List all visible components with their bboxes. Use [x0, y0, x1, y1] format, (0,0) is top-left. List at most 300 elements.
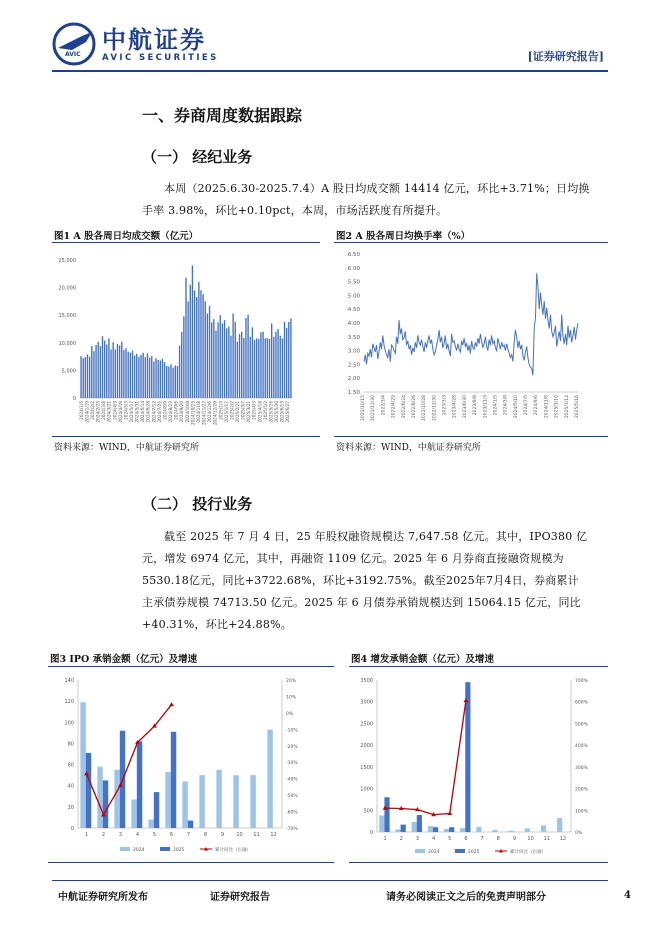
fig1-bar — [147, 353, 148, 398]
fig3-xtick-label: 10 — [236, 832, 243, 838]
fig2-ytick-label: 2.00 — [347, 376, 360, 383]
fig1-ytick-label: 15,000 — [58, 313, 76, 320]
fig1-xtick-label: 2025/5/16 — [268, 401, 274, 423]
fig1-xtick-label: 2025/3/21 — [246, 401, 252, 423]
fig1-xtick-label: 2024/1/5 — [78, 401, 84, 420]
fig4-bar-2024 — [395, 829, 400, 832]
fig2-xtick-label: 2023/4/28 — [452, 395, 458, 419]
fig3-xtick-label: 2 — [101, 832, 106, 838]
fig4-bar-2024 — [525, 829, 530, 832]
fig2-xtick-label: 2022/3/4 — [381, 395, 387, 416]
fig4-xtick-label: 4 — [431, 836, 436, 842]
fig1-bar — [250, 337, 251, 398]
fig1-bar — [194, 290, 195, 398]
fig4-ytick-right-label: 100% — [575, 809, 588, 815]
fig4-chart — [349, 670, 608, 860]
fig2-xtick-label: 2024/11/8 — [544, 395, 550, 419]
fig2-xtick-label: 2023/6/30 — [462, 395, 468, 419]
fig4-xtick-label: 11 — [543, 836, 550, 842]
fig1-bar — [102, 336, 103, 398]
fig2-title: 图2 A 股各周日均换手率（%） — [336, 231, 471, 242]
fig3-ytick-label: 100 — [64, 720, 74, 727]
fig2-xtick-label: 2022/8/26 — [411, 395, 417, 419]
fig1-bar — [192, 266, 193, 398]
fig1-bar — [145, 357, 146, 398]
fig1-bar — [130, 353, 131, 398]
fig3-ytick-label: 0 — [70, 826, 74, 832]
fig2-xtick-label: 2021/12/30 — [371, 395, 377, 421]
fig1-xtick-label: 2025/5/2 — [262, 401, 268, 420]
fig1-bottom-rule — [52, 436, 320, 437]
fig4-xtick-label: 5 — [448, 836, 452, 842]
fig4-bar-2024 — [379, 815, 384, 832]
fig1-source: 资料来源：WIND，中航证券研究所 — [54, 443, 199, 453]
emblem-text: AVIC — [65, 51, 81, 58]
ib-line-2: 元，增发 6974 亿元，其中，再融资 1109 亿元。2025 年 6 月券商直接融资规模为 — [142, 552, 564, 565]
fig1-bar — [125, 348, 126, 398]
fig2-ytick-label: 5.50 — [347, 279, 360, 286]
fig2-xtick-label: 2022/4/29 — [391, 395, 397, 419]
fig1-bar — [222, 323, 223, 398]
fig4-xtick-label: 9 — [512, 836, 517, 842]
fig1-xtick-label: 2024/5/3 — [123, 401, 129, 420]
fig2-xtick-label: 2023/11/3 — [483, 395, 489, 419]
fig1-xtick-label: 2025/2/21 — [235, 401, 240, 423]
fig3-bar-2024 — [182, 781, 187, 828]
fig1-xtick-label: 2025/6/27 — [285, 401, 291, 423]
fig1-bar — [207, 314, 208, 398]
fig4-ytick-right-label: 600% — [575, 700, 588, 706]
fig1-bar — [213, 319, 214, 398]
fig4-bar-2025 — [417, 815, 422, 832]
fig3-bar-2024 — [199, 775, 204, 828]
fig1-bar — [217, 322, 218, 398]
fig1-bar — [123, 350, 124, 398]
fig1-bar — [252, 327, 253, 398]
ib-paragraph — [142, 526, 606, 636]
header-rule — [52, 70, 608, 72]
fig1-bar — [235, 322, 236, 398]
fig1-xtick-label: 2024/5/17 — [129, 401, 134, 423]
fig1-bar — [290, 319, 291, 398]
fig1-bar — [280, 336, 281, 398]
logo-english: AVIC SECURITIES — [102, 53, 219, 63]
fig3-bar-2024 — [267, 730, 272, 828]
fig4-ytick-right-label: 700% — [575, 679, 588, 684]
fig1-bar — [232, 314, 233, 398]
fig3-xtick-label: 3 — [118, 832, 123, 838]
fig3-bottom-rule — [48, 862, 334, 863]
fig1-xtick-label: 2025/5/30 — [274, 401, 280, 423]
fig1-xtick-label: 2024/12/20 — [212, 401, 218, 426]
fig2-xtick-label: 2021/10/15 — [361, 395, 366, 421]
fig3-ytick-right-label: -60% — [286, 810, 298, 816]
fig4-bar-2024 — [428, 826, 433, 832]
fig4-xtick-label: 8 — [496, 836, 500, 842]
fig4-legend-swatch-2024 — [415, 849, 425, 853]
footer-right: 请务必阅读正文之后的免责声明部分 — [386, 892, 546, 903]
fig2-ytick-label: 1.50 — [347, 390, 360, 396]
fig1-bar — [113, 342, 114, 398]
fig1-bar — [164, 362, 165, 398]
fig1-xtick-label: 2024/7/12 — [151, 401, 157, 423]
fig1-bar — [168, 367, 169, 398]
fig4-bar-2024 — [460, 828, 465, 832]
fig1-bar — [288, 322, 289, 398]
fig1-bar — [100, 346, 101, 398]
fig2-ytick-label: 5.00 — [347, 293, 360, 300]
fig1-xtick-label: 2024/9/20 — [179, 401, 185, 423]
fig1-bar — [273, 337, 274, 398]
fig1-xtick-label: 2024/4/19 — [117, 401, 123, 423]
fig3-bar-2025 — [86, 753, 91, 828]
fig3-ytick-right-label: -50% — [286, 794, 298, 800]
fig4-top-rule — [349, 666, 608, 667]
fig4-bar-2025 — [449, 827, 454, 832]
fig1-xtick-label: 2024/11/8 — [195, 401, 201, 423]
fig4-legend-label-2025: 2025 — [468, 850, 480, 855]
fig3-bar-2024 — [250, 775, 255, 828]
fig1-xtick-label: 2024/12/6 — [207, 401, 213, 423]
fig1-bar — [155, 358, 156, 398]
fig4-bar-2025 — [384, 797, 389, 832]
fig1-bar — [282, 338, 283, 398]
fig4-yoy-line — [385, 701, 466, 815]
fig3-legend-label-yoy: 累计同比（右轴） — [215, 848, 251, 853]
fig4-bar-2024 — [557, 818, 562, 832]
fig1-xtick-label: 2024/4/3 — [112, 401, 118, 420]
fig1-bar — [239, 334, 240, 398]
fig1-bar — [198, 282, 199, 398]
fig1-bar — [134, 355, 135, 398]
fig1-xtick-label: 2024/10/25 — [190, 401, 196, 426]
fig1-bar — [187, 301, 188, 398]
fig4-ytick-right-label: 400% — [575, 744, 588, 750]
fig2-xtick-label: 2025/3/14 — [564, 395, 570, 419]
fig3-bar-2025 — [171, 732, 176, 828]
fig1-bar — [83, 358, 84, 398]
fig4-legend-label-2024: 2024 — [428, 850, 440, 855]
fig4-xtick-label: 6 — [464, 836, 468, 842]
fig1-bar — [162, 359, 163, 398]
fig1-bar — [181, 332, 182, 398]
fig1-bar — [277, 329, 278, 398]
fig3-ytick-right-label: -70% — [286, 827, 298, 832]
subsection-brokerage-title: （一） 经纪业务 — [142, 148, 253, 166]
fig2-bottom-rule — [334, 436, 608, 437]
fig1-bar — [258, 339, 259, 398]
fig2-series-line — [364, 273, 578, 375]
fig3-xtick-label: 11 — [253, 832, 260, 838]
fig3-bar-2024 — [114, 770, 119, 828]
fig3-ytick-label: 60 — [67, 762, 74, 769]
fig1-bar — [269, 339, 270, 398]
fig1-bar — [220, 315, 221, 398]
fig1-bar — [230, 336, 231, 398]
fig1-xtick-label: 2024/10/8 — [184, 401, 190, 423]
fig4-bar-2024 — [541, 825, 546, 832]
fig1-bar — [95, 345, 96, 398]
fig4-xtick-label: 1 — [383, 836, 387, 842]
fig1-title: 图1 A 股各周日均成交额（亿元） — [54, 231, 199, 242]
brokerage-paragraph — [142, 178, 606, 222]
fig1-bar — [98, 342, 99, 398]
fig3-bar-2025 — [103, 780, 108, 828]
fig3-ytick-right-label: -30% — [286, 761, 298, 767]
fig2-xtick-label: 2022/10/28 — [422, 395, 428, 421]
fig1-xtick-label: 2024/6/28 — [145, 401, 151, 423]
fig3-xtick-label: 8 — [203, 832, 208, 838]
logo-chinese: 中航证券 — [102, 26, 206, 54]
fig4-ytick-label: 1000 — [360, 786, 373, 793]
fig1-bar — [151, 356, 152, 398]
fig4-legend-swatch-2025 — [455, 849, 465, 853]
fig1-bar — [157, 360, 158, 398]
page-number: 4 — [624, 890, 631, 901]
fig1-bar — [170, 364, 171, 398]
fig2-ytick-label: 2.50 — [347, 362, 360, 369]
brokerage-line-2: 手率 3.98%，环比+0.10pct，本周，市场活跃度有所提升。 — [142, 204, 448, 217]
fig3-legend-label-2025: 2025 — [173, 848, 185, 853]
section-title: 一、券商周度数据跟踪 — [142, 106, 303, 125]
fig1-xtick-label: 2025/4/18 — [257, 401, 263, 423]
fig1-bar — [243, 338, 244, 398]
fig2-xtick-label: 2024/5/10 — [513, 395, 519, 419]
fig4-bar-2024 — [444, 829, 449, 832]
fig4-ytick-right-label: 500% — [575, 722, 588, 728]
ib-line-5: +40.31%，环比+24.88%。 — [142, 618, 292, 631]
fig4-ytick-right-label: 0% — [575, 831, 583, 836]
fig1-bar — [104, 341, 105, 398]
fig4-ytick-right-label: 300% — [575, 765, 588, 771]
fig1-xtick-label: 2024/8/23 — [168, 401, 174, 423]
fig1-xtick-label: 2025/4/3 — [251, 401, 257, 420]
fig1-bar — [119, 346, 120, 398]
fig1-bar — [241, 332, 242, 398]
fig3-ytick-label: 40 — [67, 783, 74, 790]
fig1-bar — [140, 355, 141, 398]
fig3-top-rule — [48, 666, 334, 667]
fig4-xtick-label: 2 — [399, 836, 403, 842]
fig2-ytick-label: 3.50 — [347, 334, 360, 341]
fig3-bar-2025 — [188, 821, 193, 828]
fig1-bar — [115, 349, 116, 398]
fig3-bar-2024 — [80, 702, 85, 828]
fig3-bar-2024 — [97, 767, 102, 828]
fig1-bar — [275, 332, 276, 398]
fig3-bar-2024 — [216, 770, 221, 828]
fig4-bar-2024 — [476, 827, 481, 832]
fig1-bar — [260, 332, 261, 398]
fig3-ytick-label: 140 — [64, 678, 74, 684]
fig1-xtick-label: 2024/6/14 — [140, 401, 146, 423]
fig4-xtick-label: 12 — [559, 836, 567, 842]
fig3-ytick-right-label: 0% — [286, 711, 294, 717]
fig3-ytick-right-label: 20% — [286, 679, 297, 684]
fig4-ytick-right-label: 200% — [575, 787, 588, 793]
fig4-bar-2024 — [492, 830, 497, 832]
ib-line-4: 主承债券规模 74713.50 亿元。2025 年 6 月债券承销规模达到 15064.15 亿元，同比 — [142, 596, 581, 609]
fig1-bar — [262, 332, 263, 398]
fig3-ytick-label: 20 — [67, 804, 74, 811]
fig1-bar — [256, 338, 257, 398]
fig3-ytick-right-label: -20% — [286, 744, 298, 750]
fig1-bar — [215, 331, 216, 398]
fig4-xtick-label: 3 — [415, 836, 420, 842]
fig1-bar — [254, 340, 255, 398]
fig1-bar — [91, 346, 92, 398]
footer-left: 中航证券研究所发布 — [58, 892, 148, 903]
fig4-ytick-label: 3500 — [360, 678, 373, 684]
fig2-ytick-label: 6.50 — [347, 252, 360, 258]
fig2-ytick-label: 3.00 — [347, 348, 360, 355]
fig3-legend-swatch-2024 — [120, 847, 130, 851]
fig4-bar-2025 — [465, 682, 470, 832]
fig1-xtick-label: 2024/2/2 — [89, 401, 95, 420]
fig1-bar — [179, 346, 180, 398]
fig1-xtick-label: 2024/5/31 — [134, 401, 140, 423]
fig1-bar — [121, 342, 122, 398]
fig2-xtick-label: 2022/6/24 — [401, 395, 407, 419]
fig1-xtick-label: 2024/9/6 — [173, 401, 179, 420]
fig1-bar — [149, 358, 150, 398]
fig3-ytick-label: 120 — [64, 699, 74, 706]
fig1-bar — [177, 366, 178, 398]
fig1-bar — [136, 354, 137, 398]
fig1-bar — [200, 290, 201, 398]
fig1-bar — [247, 315, 248, 398]
fig1-bar — [211, 322, 212, 398]
fig1-xtick-label: 2024/3/22 — [106, 401, 112, 423]
fig3-bar-2025 — [154, 792, 159, 828]
ib-line-1: 截至 2025 年 7 月 4 日，25 年股权融资规模达 7,647.58 亿元。其中，IPO380 亿 — [164, 530, 588, 543]
fig3-bar-2024 — [165, 772, 170, 828]
fig1-xtick-label: 2024/7/26 — [156, 401, 162, 423]
fig2-xtick-label: 2023/9/8 — [473, 395, 479, 416]
fig4-ytick-label: 0 — [369, 830, 373, 836]
fig4-ytick-label: 500 — [363, 808, 373, 815]
fig2-top-rule — [334, 242, 608, 243]
fig4-bottom-rule — [349, 862, 608, 863]
fig2-ytick-label: 4.00 — [347, 321, 360, 327]
fig1-xtick-label: 2024/11/22 — [201, 401, 207, 426]
fig1-bar — [106, 344, 107, 398]
fig2-chart — [334, 246, 608, 434]
fig3-ytick-right-label: -40% — [286, 777, 298, 783]
subsection-ib-title: （二） 投行业务 — [142, 495, 253, 513]
fig1-bar — [132, 351, 133, 398]
fig2-source: 资料来源：WIND，中航证券研究所 — [336, 443, 481, 453]
fig3-ytick-label: 80 — [67, 741, 74, 748]
fig1-bar — [209, 306, 210, 398]
fig1-bar — [108, 338, 109, 398]
fig1-ytick-label: 20,000 — [58, 285, 76, 292]
fig3-yoy-marker — [169, 702, 174, 706]
fig1-bar — [89, 357, 90, 398]
fig2-xtick-label: 2025/5/16 — [575, 395, 580, 419]
fig1-bar — [160, 360, 161, 398]
fig4-ytick-label: 2000 — [360, 743, 373, 750]
fig1-bar — [142, 353, 143, 398]
fig1-bar — [175, 365, 176, 398]
fig1-bar — [80, 356, 81, 398]
fig1-bar — [196, 297, 197, 398]
fig4-xtick-label: 10 — [527, 836, 534, 842]
fig1-bar — [153, 362, 154, 398]
fig1-bar — [190, 285, 191, 398]
fig1-xtick-label: 2025/1/17 — [223, 401, 229, 423]
ib-line-3: 5530.18亿元，同比+3722.68%，环比+3192.75%。截至2025年7月4日，券商累计 — [142, 574, 579, 587]
fig4-ytick-label: 3000 — [360, 699, 373, 706]
fig4-legend-label-yoy: 累计同比（右轴） — [510, 850, 546, 855]
footer-middle: 证券研究报告 — [210, 892, 270, 903]
fig4-ytick-label: 2500 — [360, 721, 373, 728]
fig2-xtick-label: 2022/12/30 — [432, 395, 438, 421]
fig1-bar — [237, 342, 238, 398]
fig4-bar-2025 — [401, 825, 406, 832]
brokerage-line-1: 本周（2025.6.30-2025.7.4）A 股日均成交额 14414 亿元，环比+3.71%；日均换 — [164, 182, 590, 195]
fig3-xtick-label: 9 — [220, 832, 225, 838]
fig1-ytick-label: 0 — [72, 396, 76, 402]
fig2-xtick-label: 2024/3/8 — [503, 395, 509, 416]
fig2-ytick-label: 6.00 — [347, 265, 360, 272]
fig1-bar — [166, 366, 167, 398]
fig3-ytick-right-label: -10% — [286, 728, 298, 734]
footer-rule — [52, 880, 608, 881]
fig3-legend-swatch-2025 — [160, 847, 170, 851]
fig1-bar — [267, 338, 268, 398]
fig2-xtick-label: 2025/1/10 — [554, 395, 560, 419]
fig3-title: 图3 IPO 承销金额（亿元）及增速 — [50, 654, 198, 665]
fig3-xtick-label: 6 — [169, 832, 174, 838]
fig2-xtick-label: 2023/3/3 — [442, 395, 448, 416]
fig3-bar-2024 — [233, 775, 238, 828]
fig3-xtick-label: 1 — [84, 832, 89, 838]
fig1-xtick-label: 2025/2/7 — [229, 401, 235, 420]
fig1-xtick-label: 2024/1/19 — [84, 401, 90, 423]
fig1-xtick-label: 2024/3/8 — [101, 401, 107, 420]
fig1-bar — [87, 354, 88, 398]
fig3-xtick-label: 4 — [135, 832, 140, 838]
fig1-ytick-label: 10,000 — [58, 340, 76, 347]
fig3-bar-2025 — [137, 741, 142, 828]
fig1-xtick-label: 2024/8/9 — [162, 401, 168, 420]
fig1-bar — [183, 316, 184, 398]
fig1-xtick-label: 2025/6/13 — [279, 401, 285, 423]
fig3-chart — [48, 670, 334, 860]
fig4-xtick-label: 7 — [480, 836, 484, 842]
fig4-bar-2024 — [412, 822, 417, 832]
fig1-top-rule — [52, 242, 320, 243]
fig1-bar — [265, 338, 266, 398]
fig3-ytick-right-label: 10% — [286, 695, 297, 701]
fig1-bar — [185, 278, 186, 398]
fig3-xtick-label: 7 — [186, 832, 191, 838]
fig1-bar — [224, 320, 225, 398]
fig1-bar — [284, 322, 285, 398]
fig4-ytick-label: 1500 — [360, 764, 373, 771]
fig1-xtick-label: 2024/2/23 — [95, 401, 101, 423]
avic-emblem-icon — [52, 22, 96, 66]
fig2-xtick-label: 2024/9/6 — [534, 395, 540, 416]
fig3-xtick-label: 5 — [152, 832, 157, 838]
fig1-bar — [93, 351, 94, 398]
fig1-ytick-label: 5,000 — [61, 368, 76, 375]
fig1-xtick-label: 2025/1/3 — [218, 401, 224, 420]
fig1-bar — [202, 294, 203, 398]
fig1-bar — [85, 357, 86, 398]
fig1-bar — [226, 328, 227, 398]
